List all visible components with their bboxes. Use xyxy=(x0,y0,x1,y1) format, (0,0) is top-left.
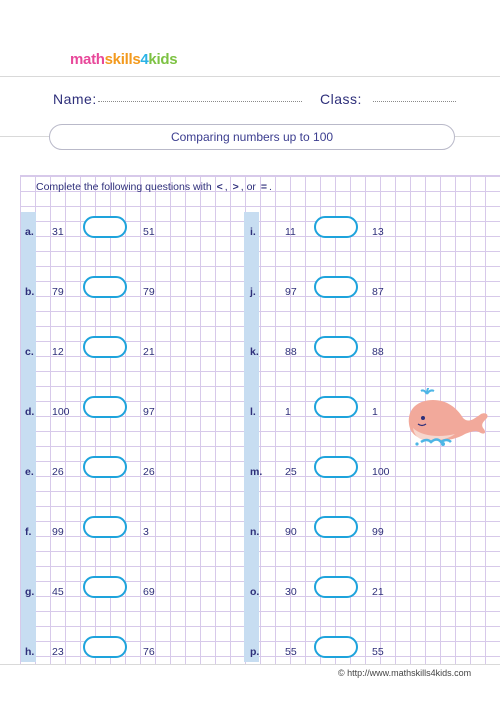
copyright-link[interactable]: © http://www.mathskills4kids.com xyxy=(338,668,472,678)
second-number: 13 xyxy=(372,226,384,238)
class-label: Class: xyxy=(320,91,362,107)
first-number: 88 xyxy=(285,346,297,358)
class-field[interactable] xyxy=(373,101,456,102)
first-number: 100 xyxy=(52,406,70,418)
symbol-equals: = xyxy=(260,181,267,193)
answer-box[interactable] xyxy=(314,516,358,538)
name-label: Name: xyxy=(53,91,97,107)
logo-part-kids: kids xyxy=(148,51,178,68)
question-label: n. xyxy=(250,526,260,538)
first-number: 30 xyxy=(285,586,297,598)
answer-box[interactable] xyxy=(314,456,358,478)
answer-box[interactable] xyxy=(314,336,358,358)
name-field[interactable] xyxy=(98,101,302,102)
second-number: 21 xyxy=(143,346,155,358)
logo-part-skills: skills xyxy=(104,51,141,68)
question-label: f. xyxy=(25,526,32,538)
question-label: p. xyxy=(250,646,260,658)
instructions-end: . xyxy=(268,181,272,193)
site-logo xyxy=(70,51,177,68)
first-number: 45 xyxy=(52,586,64,598)
first-number: 99 xyxy=(52,526,64,538)
instructions-sep1: , xyxy=(224,181,228,193)
instructions xyxy=(36,181,272,193)
question-label: c. xyxy=(25,346,34,358)
first-number: 31 xyxy=(52,226,64,238)
answer-box[interactable] xyxy=(314,576,358,598)
second-number: 26 xyxy=(143,466,155,478)
question-label: j. xyxy=(250,286,256,298)
question-label: h. xyxy=(25,646,35,658)
symbol-less-than: < xyxy=(216,181,223,193)
answer-box[interactable] xyxy=(314,636,358,658)
second-number: 76 xyxy=(143,646,155,658)
second-number: 100 xyxy=(372,466,390,478)
second-number: 55 xyxy=(372,646,384,658)
instructions-sep2: , or xyxy=(240,181,256,193)
second-number: 87 xyxy=(372,286,384,298)
first-number: 12 xyxy=(52,346,64,358)
header-divider xyxy=(0,76,500,77)
answer-box[interactable] xyxy=(83,396,127,418)
question-label: m. xyxy=(250,466,263,478)
answer-box[interactable] xyxy=(83,336,127,358)
answer-box[interactable] xyxy=(83,516,127,538)
question-label: g. xyxy=(25,586,35,598)
first-number: 23 xyxy=(52,646,64,658)
second-number: 1 xyxy=(372,406,378,418)
title-line-right xyxy=(455,136,500,137)
first-number: 55 xyxy=(285,646,297,658)
first-number: 25 xyxy=(285,466,297,478)
question-label: l. xyxy=(250,406,256,418)
answer-box[interactable] xyxy=(83,456,127,478)
answer-box[interactable] xyxy=(314,276,358,298)
second-number: 51 xyxy=(143,226,155,238)
title-line-left xyxy=(0,136,50,137)
answer-box[interactable] xyxy=(83,216,127,238)
second-number: 79 xyxy=(143,286,155,298)
first-number: 79 xyxy=(52,286,64,298)
question-label: b. xyxy=(25,286,35,298)
answer-box[interactable] xyxy=(83,576,127,598)
answer-box[interactable] xyxy=(83,276,127,298)
logo-part-math: math xyxy=(70,51,105,68)
second-number: 88 xyxy=(372,346,384,358)
whale-icon xyxy=(403,388,493,450)
question-label: i. xyxy=(250,226,256,238)
answer-box[interactable] xyxy=(83,636,127,658)
symbol-greater-than: > xyxy=(232,181,239,193)
question-label: e. xyxy=(25,466,34,478)
first-number: 1 xyxy=(285,406,291,418)
question-label: k. xyxy=(250,346,259,358)
logo-part-4: 4 xyxy=(140,51,149,68)
first-number: 90 xyxy=(285,526,297,538)
question-label: o. xyxy=(250,586,260,598)
first-number: 26 xyxy=(52,466,64,478)
second-number: 99 xyxy=(372,526,384,538)
footer-divider xyxy=(0,664,500,665)
first-number: 97 xyxy=(285,286,297,298)
answer-box[interactable] xyxy=(314,396,358,418)
second-number: 3 xyxy=(143,526,149,538)
worksheet-title: Comparing numbers up to 100 xyxy=(49,124,455,150)
first-number: 11 xyxy=(285,226,296,238)
second-number: 69 xyxy=(143,586,155,598)
second-number: 21 xyxy=(372,586,384,598)
question-label: a. xyxy=(25,226,34,238)
question-label: d. xyxy=(25,406,35,418)
second-number: 97 xyxy=(143,406,155,418)
instructions-text: Complete the following questions with xyxy=(36,181,212,193)
answer-box[interactable] xyxy=(314,216,358,238)
